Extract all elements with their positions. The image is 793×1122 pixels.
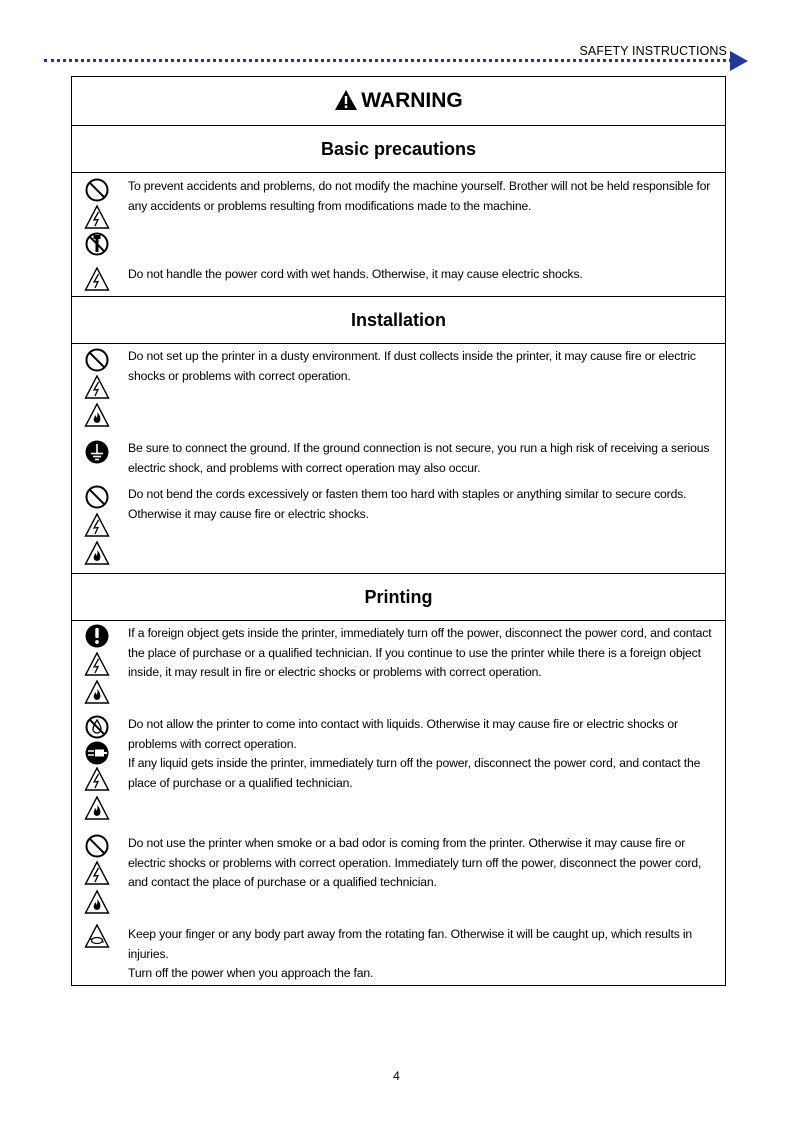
no-liquids-icon xyxy=(84,714,110,740)
printing-item-1: If a foreign object gets inside the printer, immediately turn off the power, disconnect the power cord, and contact the place of purchase or a qualified technician. If you continue to use the printer while there is a foreign object inside, it may result in fire or electric shocks or problems with correct operation. xyxy=(128,626,712,680)
prohibition-icon xyxy=(84,177,110,203)
electric-shock-warning-icon xyxy=(84,512,110,538)
unplug-icon xyxy=(84,740,110,766)
rotating-fan-warning-icon xyxy=(84,923,110,949)
no-disassembly-icon xyxy=(84,231,110,257)
installation-item-2: Be sure to connect the ground. If the ground connection is not secure, you run a high risk of receiving a serious electric shock, and problems with correct operation may also occur. xyxy=(128,441,710,475)
printing-item-5: Keep your finger or any body part away from the rotating fan. Otherwise it will be caught up, which results in injuries. xyxy=(128,927,693,961)
header-dotted-rule xyxy=(44,59,732,62)
basic-precaution-2: Do not handle the power cord with wet hands. Otherwise, it may cause electric shocks. xyxy=(128,267,583,281)
mandatory-action-icon xyxy=(84,623,110,649)
warning-title: WARNING xyxy=(361,89,463,112)
section-heading-basic-precautions: Basic precautions xyxy=(72,126,725,173)
installation-item-3: Do not bend the cords excessively or fasten them too hard with staples or anything similar to secure cords. Otherwise it may cause fire or electric shocks. xyxy=(128,487,687,521)
fire-warning-icon xyxy=(84,540,110,566)
ground-connection-icon xyxy=(84,439,110,465)
section-label: SAFETY INSTRUCTIONS xyxy=(579,44,727,58)
prohibition-icon xyxy=(84,833,110,859)
prohibition-icon xyxy=(84,484,110,510)
fire-warning-icon xyxy=(84,795,110,821)
page-number: 4 xyxy=(393,1069,400,1083)
electric-shock-warning-icon xyxy=(84,766,110,792)
fire-warning-icon xyxy=(84,402,110,428)
arrow-right-icon xyxy=(730,51,748,71)
fire-warning-icon xyxy=(84,889,110,915)
printing-item-4: Do not use the printer when smoke or a bad odor is coming from the printer. Otherwise it may cause fire or electric shocks or problems with correct operation. Immediately turn off the power, disconnect the power cord, and contact the place of purchase or a qualified technician. xyxy=(128,836,702,890)
electric-shock-warning-icon xyxy=(84,204,110,230)
printing-item-3: If any liquid gets inside the printer, immediately turn off the power, disconnect the power cord, and contact the place of purchase or a qualified technician. xyxy=(128,756,701,790)
electric-shock-warning-icon xyxy=(84,860,110,886)
section-heading-installation: Installation xyxy=(72,296,725,344)
electric-shock-warning-icon xyxy=(84,374,110,400)
warning-box xyxy=(71,76,726,986)
printing-item-6: Turn off the power when you approach the fan. xyxy=(128,966,374,980)
section-heading-printing: Printing xyxy=(72,573,725,621)
prohibition-icon xyxy=(84,347,110,373)
installation-item-1: Do not set up the printer in a dusty environment. If dust collects inside the printer, it may cause fire or electric shocks or problems with correct operation. xyxy=(128,349,696,383)
fire-warning-icon xyxy=(84,679,110,705)
electric-shock-warning-icon xyxy=(84,651,110,677)
electric-shock-warning-icon xyxy=(84,266,110,292)
printing-item-2: Do not allow the printer to come into contact with liquids. Otherwise it may cause fire or electric shocks or problems with correct operation. xyxy=(128,717,678,751)
basic-precaution-1: To prevent accidents and problems, do not modify the machine yourself. Brother will not be held responsible for any accidents or problems resulting from modifications made to the machine. xyxy=(128,179,711,213)
warning-triangle-icon xyxy=(334,89,358,111)
warning-title-row xyxy=(72,77,725,126)
